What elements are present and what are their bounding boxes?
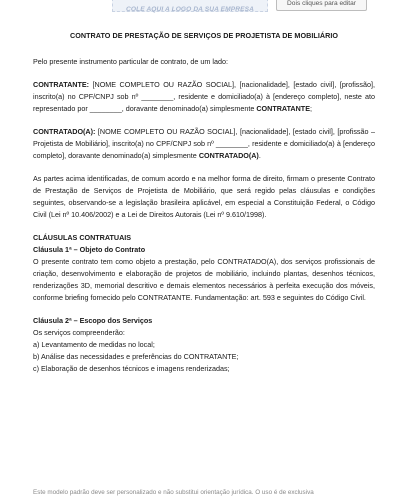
intro-paragraph: Pelo presente instrumento particular de contrato, de um lado: bbox=[33, 57, 228, 66]
contratado-paragraph bbox=[33, 126, 375, 162]
logo-placeholder-text: COLE AQUI A LOGO DA SUA EMPRESA bbox=[126, 6, 254, 13]
contratante-label: CONTRATANTE: bbox=[33, 80, 90, 89]
document-body bbox=[33, 30, 375, 375]
footer-disclaimer: Este modelo padrão deve ser personalizado e não substitui orientação jurídica. O uso é de exclusiva bbox=[33, 489, 314, 496]
edit-button[interactable]: Dois cliques para editar bbox=[276, 0, 367, 11]
clause-2-intro: Os serviços compreenderão: bbox=[33, 328, 125, 337]
list-item: c) Elaboração de desenhos técnicos e imagens renderizadas; bbox=[33, 364, 230, 373]
parties-paragraph: As partes acima identificadas, de comum acordo e na melhor forma de direito, firmam o presente Contrato de Prestação de Serviços de Projetista de Mobiliário, que será regido pelas cláusulas e condições seguintes, observando-se a legislação brasileira aplicável, em especial a Constituição Federal, o Código Civil (Lei nº 10.406/2002) e a Lei de Direitos Autorais (Lei nº 9.610/1998). bbox=[33, 174, 375, 219]
list-item: b) Análise das necessidades e preferências do CONTRATANTE; bbox=[33, 352, 239, 361]
contratante-punctuation: ; bbox=[310, 104, 312, 113]
contratado-punctuation: . bbox=[258, 151, 261, 160]
contratado-term: CONTRATADO(A) bbox=[198, 151, 259, 160]
logo-placeholder[interactable] bbox=[112, 0, 268, 12]
clauses-heading: CLÁUSULAS CONTRATUAIS bbox=[33, 233, 132, 242]
contratante-term: CONTRATANTE bbox=[256, 104, 310, 113]
contratado-text: [NOME COMPLETO OU RAZÃO SOCIAL], [nacionalidade], [estado civil], [profissão – Projetista de Mobiliário], inscrito(a) no CPF/CNPJ sob nº ________, residente e domiciliado(a) à [endereço completo], doravante denominado(a) simplesmente bbox=[33, 127, 375, 160]
contratado-label: CONTRATADO(A): bbox=[33, 127, 96, 136]
clause-2-title: Cláusula 2ª – Escopo dos Serviços bbox=[33, 316, 153, 325]
contratante-text: [NOME COMPLETO OU RAZÃO SOCIAL], [nacionalidade], [estado civil], [profissão], inscrito(a) no CPF/CNPJ sob nº ________, residente e domiciliado(a) à [endereço completo], neste ato representado por ________, doravante denominado(a) simplesmente bbox=[33, 80, 375, 113]
list-item: a) Levantamento de medidas no local; bbox=[33, 340, 155, 349]
clause-1-title: Cláusula 1ª – Objeto do Contrato bbox=[33, 245, 146, 254]
contratante-paragraph bbox=[33, 79, 375, 115]
header-bar bbox=[0, 0, 400, 14]
clause-1-text: O presente contrato tem como objeto a prestação, pelo CONTRATADO(A), dos serviços profissionais de criação, desenvolvimento e elaboração de projetos de mobiliário, incluindo plantas, desenhos técnicos, renderizações 3D, memorial descritivo e demais elementos necessários à perfeita execução dos móveis, conforme briefing fornecido pelo CONTRATANTE. Fundamentação: art. 593 e seguintes do Código Civil. bbox=[33, 257, 375, 302]
document-title: CONTRATO DE PRESTAÇÃO DE SERVIÇOS DE PROJETISTA DE MOBILIÁRIO bbox=[69, 31, 339, 40]
